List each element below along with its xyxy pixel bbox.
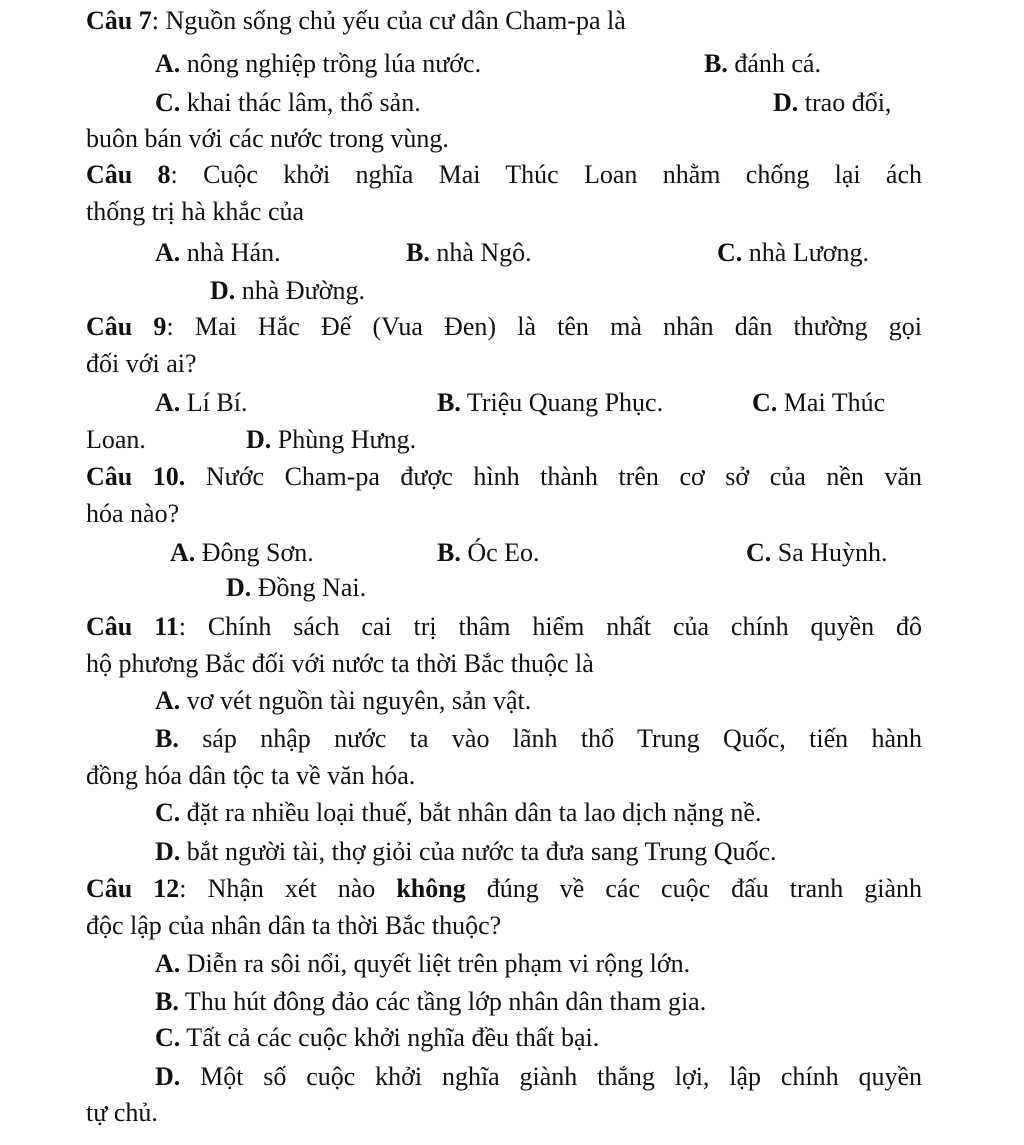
q7-option-d: D. trao đổi, <box>773 88 892 117</box>
question-9-label: Câu 9 <box>86 312 167 341</box>
question-9-stem-continued: đối với ai? <box>86 349 197 378</box>
question-12-stem-continued: độc lập của nhân dân ta thời Bắc thuộc? <box>86 911 502 940</box>
q12-option-d: D. Một số cuộc khởi nghĩa giành thắng lợi, lập chính quyền <box>155 1062 922 1091</box>
q11-option-d: D. bắt người tài, thợ giỏi của nước ta đưa sang Trung Quốc. <box>155 837 777 866</box>
question-10-stem: Câu 10. Nước Cham-pa được hình thành trên cơ sở của nền văn <box>86 462 922 491</box>
q12-option-d-continued: tự chủ. <box>86 1098 158 1127</box>
q10-option-b: B. Óc Eo. <box>437 538 540 567</box>
question-8-stem-continued: thống trị hà khắc của <box>86 197 305 226</box>
question-12-emphasis: không <box>396 874 466 903</box>
q12-option-b: B. Thu hút đông đảo các tầng lớp nhân dân tham gia. <box>155 987 707 1016</box>
q11-option-a: A. vơ vét nguồn tài nguyên, sản vật. <box>155 686 532 715</box>
question-10-stem-continued: hóa nào? <box>86 499 180 528</box>
q7-option-a: A. nông nghiệp trồng lúa nước. <box>155 49 482 78</box>
question-8-stem: Câu 8: Cuộc khởi nghĩa Mai Thúc Loan nhằm chống lại ách <box>86 160 922 189</box>
q7-option-d-continued: buôn bán với các nước trong vùng. <box>86 124 449 153</box>
q10-option-a: A. Đông Sơn. <box>170 538 314 567</box>
q12-option-a: A. Diễn ra sôi nổi, quyết liệt trên phạm vi rộng lớn. <box>155 949 691 978</box>
q7-option-b: B. đánh cá. <box>704 49 821 78</box>
q10-option-d: D. Đồng Nai. <box>226 573 367 602</box>
q7-option-c: C. khai thác lâm, thổ sản. <box>155 88 421 117</box>
q9-option-d: D. Phùng Hưng. <box>246 425 417 454</box>
q8-option-c: C. nhà Lương. <box>717 238 870 267</box>
q9-option-c-continued: Loan. <box>86 425 146 454</box>
question-8-label: Câu 8 <box>86 160 171 189</box>
q11-option-b: B. sáp nhập nước ta vào lãnh thổ Trung Quốc, tiến hành <box>155 724 922 753</box>
q8-option-b: B. nhà Ngô. <box>406 238 532 267</box>
q12-option-c: C. Tất cả các cuộc khởi nghĩa đều thất bại. <box>155 1023 600 1052</box>
question-11-stem-continued: hộ phương Bắc đối với nước ta thời Bắc thuộc là <box>86 649 594 678</box>
question-11-label: Câu 11 <box>86 612 179 641</box>
question-11-stem: Câu 11: Chính sách cai trị thâm hiểm nhất của chính quyền đô <box>86 612 922 641</box>
q10-option-c: C. Sa Huỳnh. <box>746 538 888 567</box>
question-7-stem: Câu 7: Nguồn sống chủ yếu của cư dân Cham-pa là <box>86 6 626 35</box>
question-10-label: Câu 10. <box>86 462 186 491</box>
question-9-stem: Câu 9: Mai Hắc Đế (Vua Đen) là tên mà nhân dân thường gọi <box>86 312 922 341</box>
q8-option-a: A. nhà Hán. <box>155 238 281 267</box>
q9-option-c: C. Mai Thúc <box>752 388 886 417</box>
q11-option-b-continued: đồng hóa dân tộc ta về văn hóa. <box>86 761 416 790</box>
q11-option-c: C. đặt ra nhiều loại thuế, bắt nhân dân ta lao dịch nặng nề. <box>155 798 762 827</box>
q8-option-d: D. nhà Đường. <box>210 276 365 305</box>
question-7-label: Câu 7 <box>86 6 152 35</box>
q9-option-b: B. Triệu Quang Phục. <box>437 388 664 417</box>
q9-option-a: A. Lí Bí. <box>155 388 248 417</box>
question-12-label: Câu 12 <box>86 874 180 903</box>
question-12-stem: Câu 12: Nhận xét nào không đúng về các cuộc đấu tranh giành <box>86 874 923 903</box>
